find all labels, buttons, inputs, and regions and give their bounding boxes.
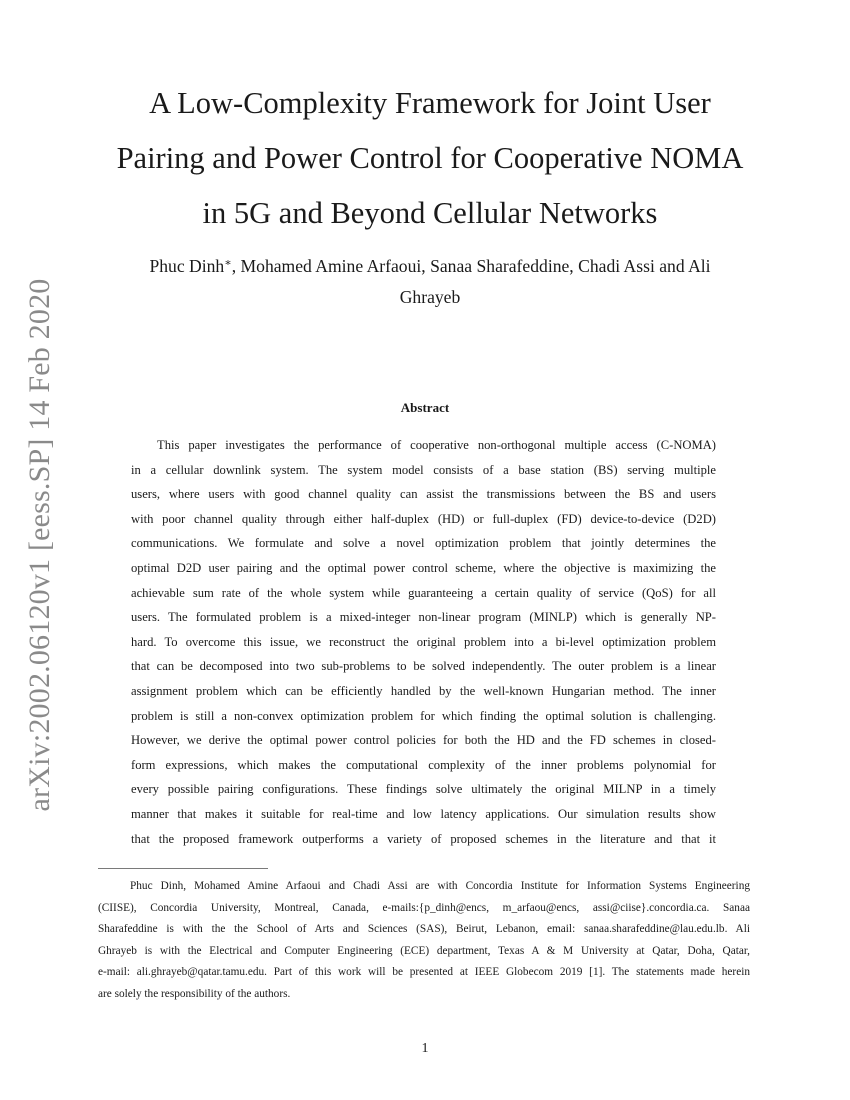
- abstract-line: users. The formulated problem is a mixed-integer non-linear program (MINLP) which is generally NP-: [131, 610, 716, 625]
- arxiv-identifier-stamp: [0, 0, 80, 1100]
- abstract-heading: Abstract: [400, 400, 450, 415]
- abstract-body: [131, 433, 716, 851]
- footnote-line: Phuc Dinh, Mohamed Amine Arfaoui and Chadi Assi are with Concordia Institute for Information Systems Engineering: [130, 880, 750, 892]
- abstract-line: with poor channel quality through either half-duplex (HD) or full-duplex (FD) device-to-device (D2D): [131, 511, 716, 526]
- abstract-line: every possible pairing configurations. These findings solve ultimately the original MILNP in a timely: [131, 782, 716, 797]
- footnote-line: Ghrayeb is with the Electrical and Computer Engineering (ECE) department, Texas A & M University at Qatar, Doha, Qatar,: [98, 944, 750, 957]
- abstract-line: achievable sum rate of the whole system while guaranteeing a certain quality of service (QoS) for all: [131, 585, 716, 600]
- author-list: [95, 248, 765, 313]
- title-line: A Low-Complexity Framework for Joint User: [149, 86, 711, 120]
- abstract-line: in a cellular downlink system. The system model consists of a base station (BS) serving multiple: [131, 462, 716, 477]
- title-line: Pairing and Power Control for Cooperative NOMA: [116, 141, 744, 175]
- first-author: Phuc Dinh: [149, 256, 225, 276]
- author-affiliation-footnote: [98, 876, 750, 1005]
- author-line: [95, 248, 765, 282]
- corresponding-author-mark: ∗: [224, 257, 232, 269]
- abstract-line: This paper investigates the performance of cooperative non-orthogonal multiple access (C-NOMA): [157, 438, 716, 452]
- abstract-line: communications. We formulate and solve a novel optimization problem that jointly determines the: [131, 536, 716, 551]
- footnote-line: e-mail: ali.ghrayeb@qatar.tamu.edu. Part of this work will be presented at IEEE Globecom 2019 [1]. The statements made herein: [98, 966, 750, 978]
- footnote-divider: [98, 868, 268, 869]
- abstract-line: However, we derive the optimal power control policies for both the HD and the FD schemes in closed-: [131, 733, 716, 748]
- abstract-line: manner that makes it suitable for real-time and low latency applications. Our simulation results show: [131, 806, 716, 821]
- abstract-line: that can be decomposed into two sub-problems to be solved independently. The outer problem is a linear: [131, 659, 716, 674]
- arxiv-identifier-text: arXiv:2002.06120v1 [eess.SP] 14 Feb 2020: [23, 278, 56, 812]
- abstract-line: problem is still a non-convex optimization problem for which finding the optimal solution is challenging.: [131, 708, 716, 723]
- abstract-line: optimal D2D user pairing and the optimal power control scheme, where the objective is maximizing the: [131, 560, 716, 575]
- abstract-line: users, where users with good channel quality can assist the transmissions between the BS and users: [131, 487, 716, 502]
- footnote-line: are solely the responsibility of the authors.: [98, 987, 291, 1000]
- abstract-line: form expressions, which makes the computational complexity of the inner problems polynomial for: [131, 757, 716, 772]
- abstract-line: that the proposed framework outperforms a variety of proposed schemes in the literature and that it: [131, 831, 716, 846]
- author-line: Ghrayeb: [399, 287, 461, 307]
- paper-title: [95, 76, 765, 241]
- footnote-line: (CIISE), Concordia University, Montreal, Canada, e-mails:{p_dinh@encs, m_arfaou@encs, assi@ciise}.concordia.ca. Sanaa: [98, 901, 750, 914]
- page-number: 1: [421, 1041, 429, 1056]
- other-authors: , Mohamed Amine Arfaoui, Sanaa Sharafeddine, Chadi Assi and Ali: [231, 256, 711, 276]
- abstract-line: hard. To overcome this issue, we reconstruct the original problem into a bi-level optimization problem: [131, 634, 716, 649]
- abstract-line: assignment problem which can be efficiently handled by the well-known Hungarian method. The inner: [131, 683, 716, 698]
- title-line: in 5G and Beyond Cellular Networks: [202, 196, 658, 230]
- footnote-line: Sharafeddine is with the the School of Arts and Sciences (SAS), Beirut, Lebanon, email: sanaa.sharafeddine@lau.edu.lb. Ali: [98, 923, 750, 935]
